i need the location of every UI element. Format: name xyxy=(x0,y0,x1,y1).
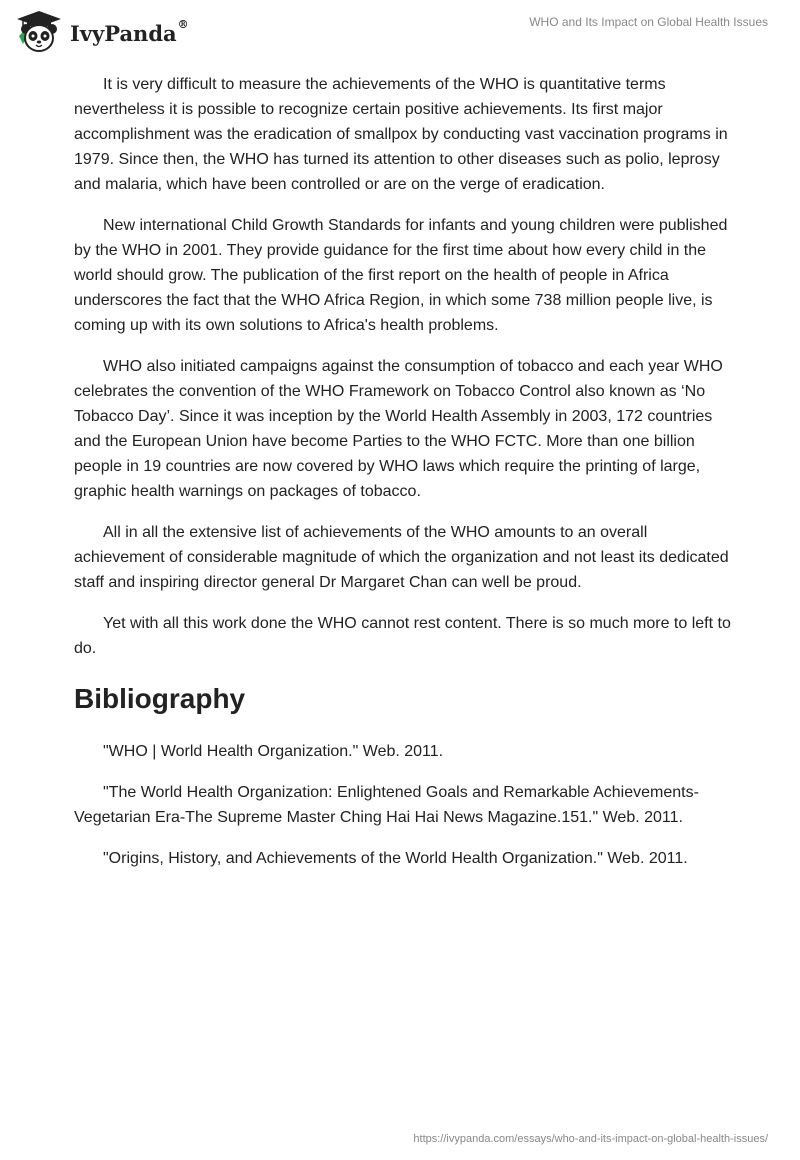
page-header xyxy=(0,0,800,60)
body-paragraph: New international Child Growth Standards for infants and young children were published by the WHO in 2001. They provide guidance for the first time about how every child in the world should grow. The publication of the first report on the health of people in Africa underscores the fact that the WHO Africa Region, in which some 738 million people live, is coming up with its own solutions to Africa's health problems. xyxy=(74,217,728,334)
bibliography-entry: "WHO | World Health Organization." Web. 2011. xyxy=(103,743,444,760)
bibliography-entry: "The World Health Organization: Enlightened Goals and Remarkable Achievements-Vegetarian Era-The Supreme Master Ching Hai Hai News Magazine.151." Web. 2011. xyxy=(74,784,699,826)
ivypanda-logo[interactable] xyxy=(14,10,189,54)
body-paragraph: WHO also initiated campaigns against the consumption of tobacco and each year WHO celebrates the convention of the WHO Framework on Tobacco Control also known as ‘No Tobacco Day’. Since it was inception by the World Health Assembly in 2003, 172 countries and the European Union have become Parties to the WHO FCTC. More than one billion people in 19 countries are now covered by WHO laws which require the printing of large, graphic health warnings on packages of tobacco. xyxy=(74,358,723,500)
panda-graduate-icon xyxy=(14,10,64,54)
body-paragraph: It is very difficult to measure the achievements of the WHO is quantitative terms nevertheless it is possible to recognize certain positive achievements. Its first major accomplishment was the eradication of smallpox by conducting vast vaccination programs in 1979. Since then, the WHO has turned its attention to other diseases such as polio, leprosy and malaria, which have been controlled or are on the verge of eradication. xyxy=(74,76,728,193)
bibliography-heading: Bibliography xyxy=(74,683,246,714)
source-url-link[interactable]: https://ivypanda.com/essays/who-and-its-impact-on-global-health-issues/ xyxy=(413,1133,768,1145)
registered-mark: ® xyxy=(177,17,189,31)
document-title: WHO and Its Impact on Global Health Issues xyxy=(529,15,768,29)
bibliography-entry: "Origins, History, and Achievements of the World Health Organization." Web. 2011. xyxy=(103,850,688,867)
body-paragraph: All in all the extensive list of achievements of the WHO amounts to an overall achievement of considerable magnitude of which the organization and not least its dedicated staff and inspiring director general Dr Margaret Chan can well be proud. xyxy=(74,524,729,591)
essay-content xyxy=(74,72,734,887)
brand-name: IvyPanda® xyxy=(70,17,189,46)
body-paragraph: Yet with all this work done the WHO cannot rest content. There is so much more to left to do. xyxy=(74,615,731,657)
